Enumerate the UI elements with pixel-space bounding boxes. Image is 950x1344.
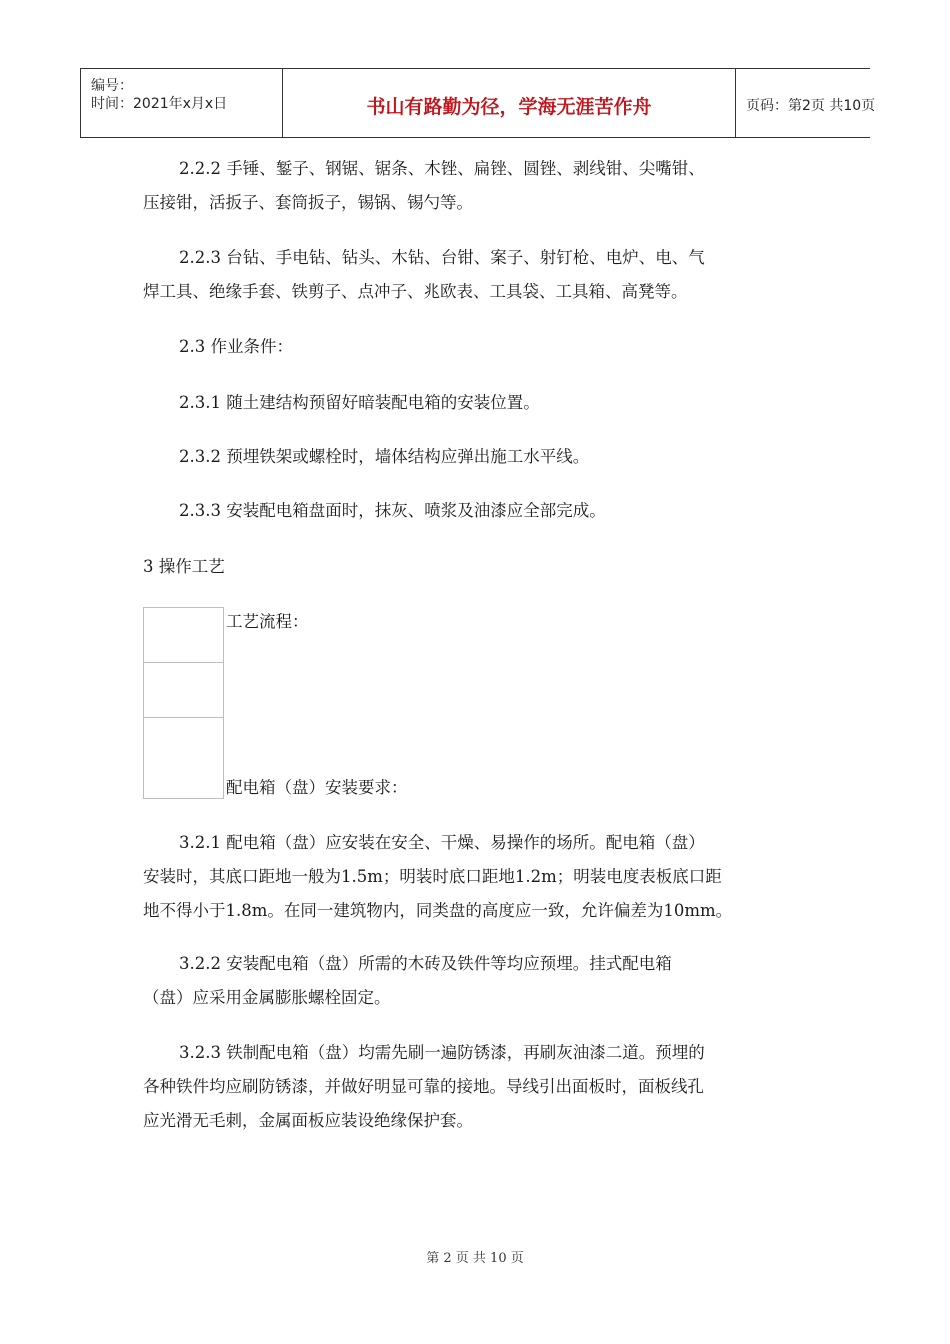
page-info: 页码：第2页 共10页 [746, 98, 876, 114]
text-line: 3.2.1 配电箱（盘）应安装在安全、干燥、易操作的场所。配电箱（盘） [179, 833, 705, 852]
header-page-cell [734, 69, 876, 137]
text-line: 压接钳，活扳子、套筒扳子，锡锅、锡勺等。 [143, 193, 473, 212]
section-3-heading [143, 550, 813, 584]
text-line: 2.3.1 随土建结构预留好暗装配电箱的安装位置。 [179, 393, 540, 412]
text-line: （盘）应采用金属膨胀螺栓固定。 [143, 988, 391, 1007]
header-meta-cell [80, 69, 283, 137]
header-motto-cell [282, 69, 736, 137]
text-line: 2.2.2 手锤、錾子、钢锯、锯条、木锉、扁锉、圆锉、剥线钳、尖嘴钳、 [179, 159, 705, 178]
text-line: 各种铁件均应刷防锈漆，并做好明显可靠的接地。导线引出面板时，面板线孔 [143, 1077, 704, 1096]
text-line: 3.2.2 安装配电箱（盘）所需的木砖及铁件等均应预埋。挂式配电箱 [179, 954, 672, 973]
install-requirements-heading [226, 771, 896, 805]
text-line: 3 操作工艺 [143, 557, 225, 576]
paragraph-2-2-2 [143, 152, 813, 220]
text-line: 2.3 作业条件： [179, 337, 293, 356]
text-line: 配电箱（盘）安装要求： [226, 778, 408, 797]
text-line: 工艺流程： [226, 612, 309, 631]
motto: 书山有路勤为径，学海无涯苦作舟 [366, 96, 652, 118]
text-line: 应光滑无毛刺，金属面板应装设绝缘保护套。 [143, 1111, 473, 1130]
text-line: 2.3.2 预埋铁架或螺栓时，墙体结构应弹出施工水平线。 [179, 447, 590, 466]
paragraph-3-2-1 [143, 826, 813, 928]
paragraph-2-2-3 [143, 241, 813, 309]
flow-box [143, 662, 224, 719]
item-2-3-2 [143, 440, 813, 474]
text-line: 2.2.3 台钻、手电钻、钻头、木钻、台钳、案子、射钉枪、电炉、电、气 [179, 248, 705, 267]
item-2-3-3 [143, 494, 813, 528]
text-line: 安装时，其底口距地一般为1.5m；明装时底口距地1.2m；明装电度表板底口距 [143, 867, 722, 886]
number-label: 编号： [91, 78, 133, 94]
text-line: 2.3.3 安装配电箱盘面时，抹灰、喷浆及油漆应全部完成。 [179, 501, 606, 520]
text-line: 焊工具、绝缘手套、铁剪子、点冲子、兆欧表、工具袋、工具箱、高凳等。 [143, 282, 688, 301]
section-2-3-heading [143, 330, 813, 364]
process-flow-label [226, 605, 896, 639]
flow-box [143, 717, 224, 799]
page-header [80, 68, 876, 138]
paragraph-3-2-3 [143, 1036, 813, 1138]
text-line: 3.2.3 铁制配电箱（盘）均需先刷一遍防锈漆，再刷灰油漆二道。预埋的 [179, 1043, 705, 1062]
item-2-3-1 [143, 386, 813, 420]
paragraph-3-2-2 [143, 947, 813, 1015]
time-label: 时间：2021年x月x日 [91, 96, 228, 112]
page-footer: 第 2 页 共 10 页 [426, 1251, 524, 1266]
text-line: 地不得小于1.8m。在同一建筑物内，同类盘的高度应一致，允许偏差为10mm。 [143, 901, 733, 920]
flow-box [143, 607, 224, 664]
